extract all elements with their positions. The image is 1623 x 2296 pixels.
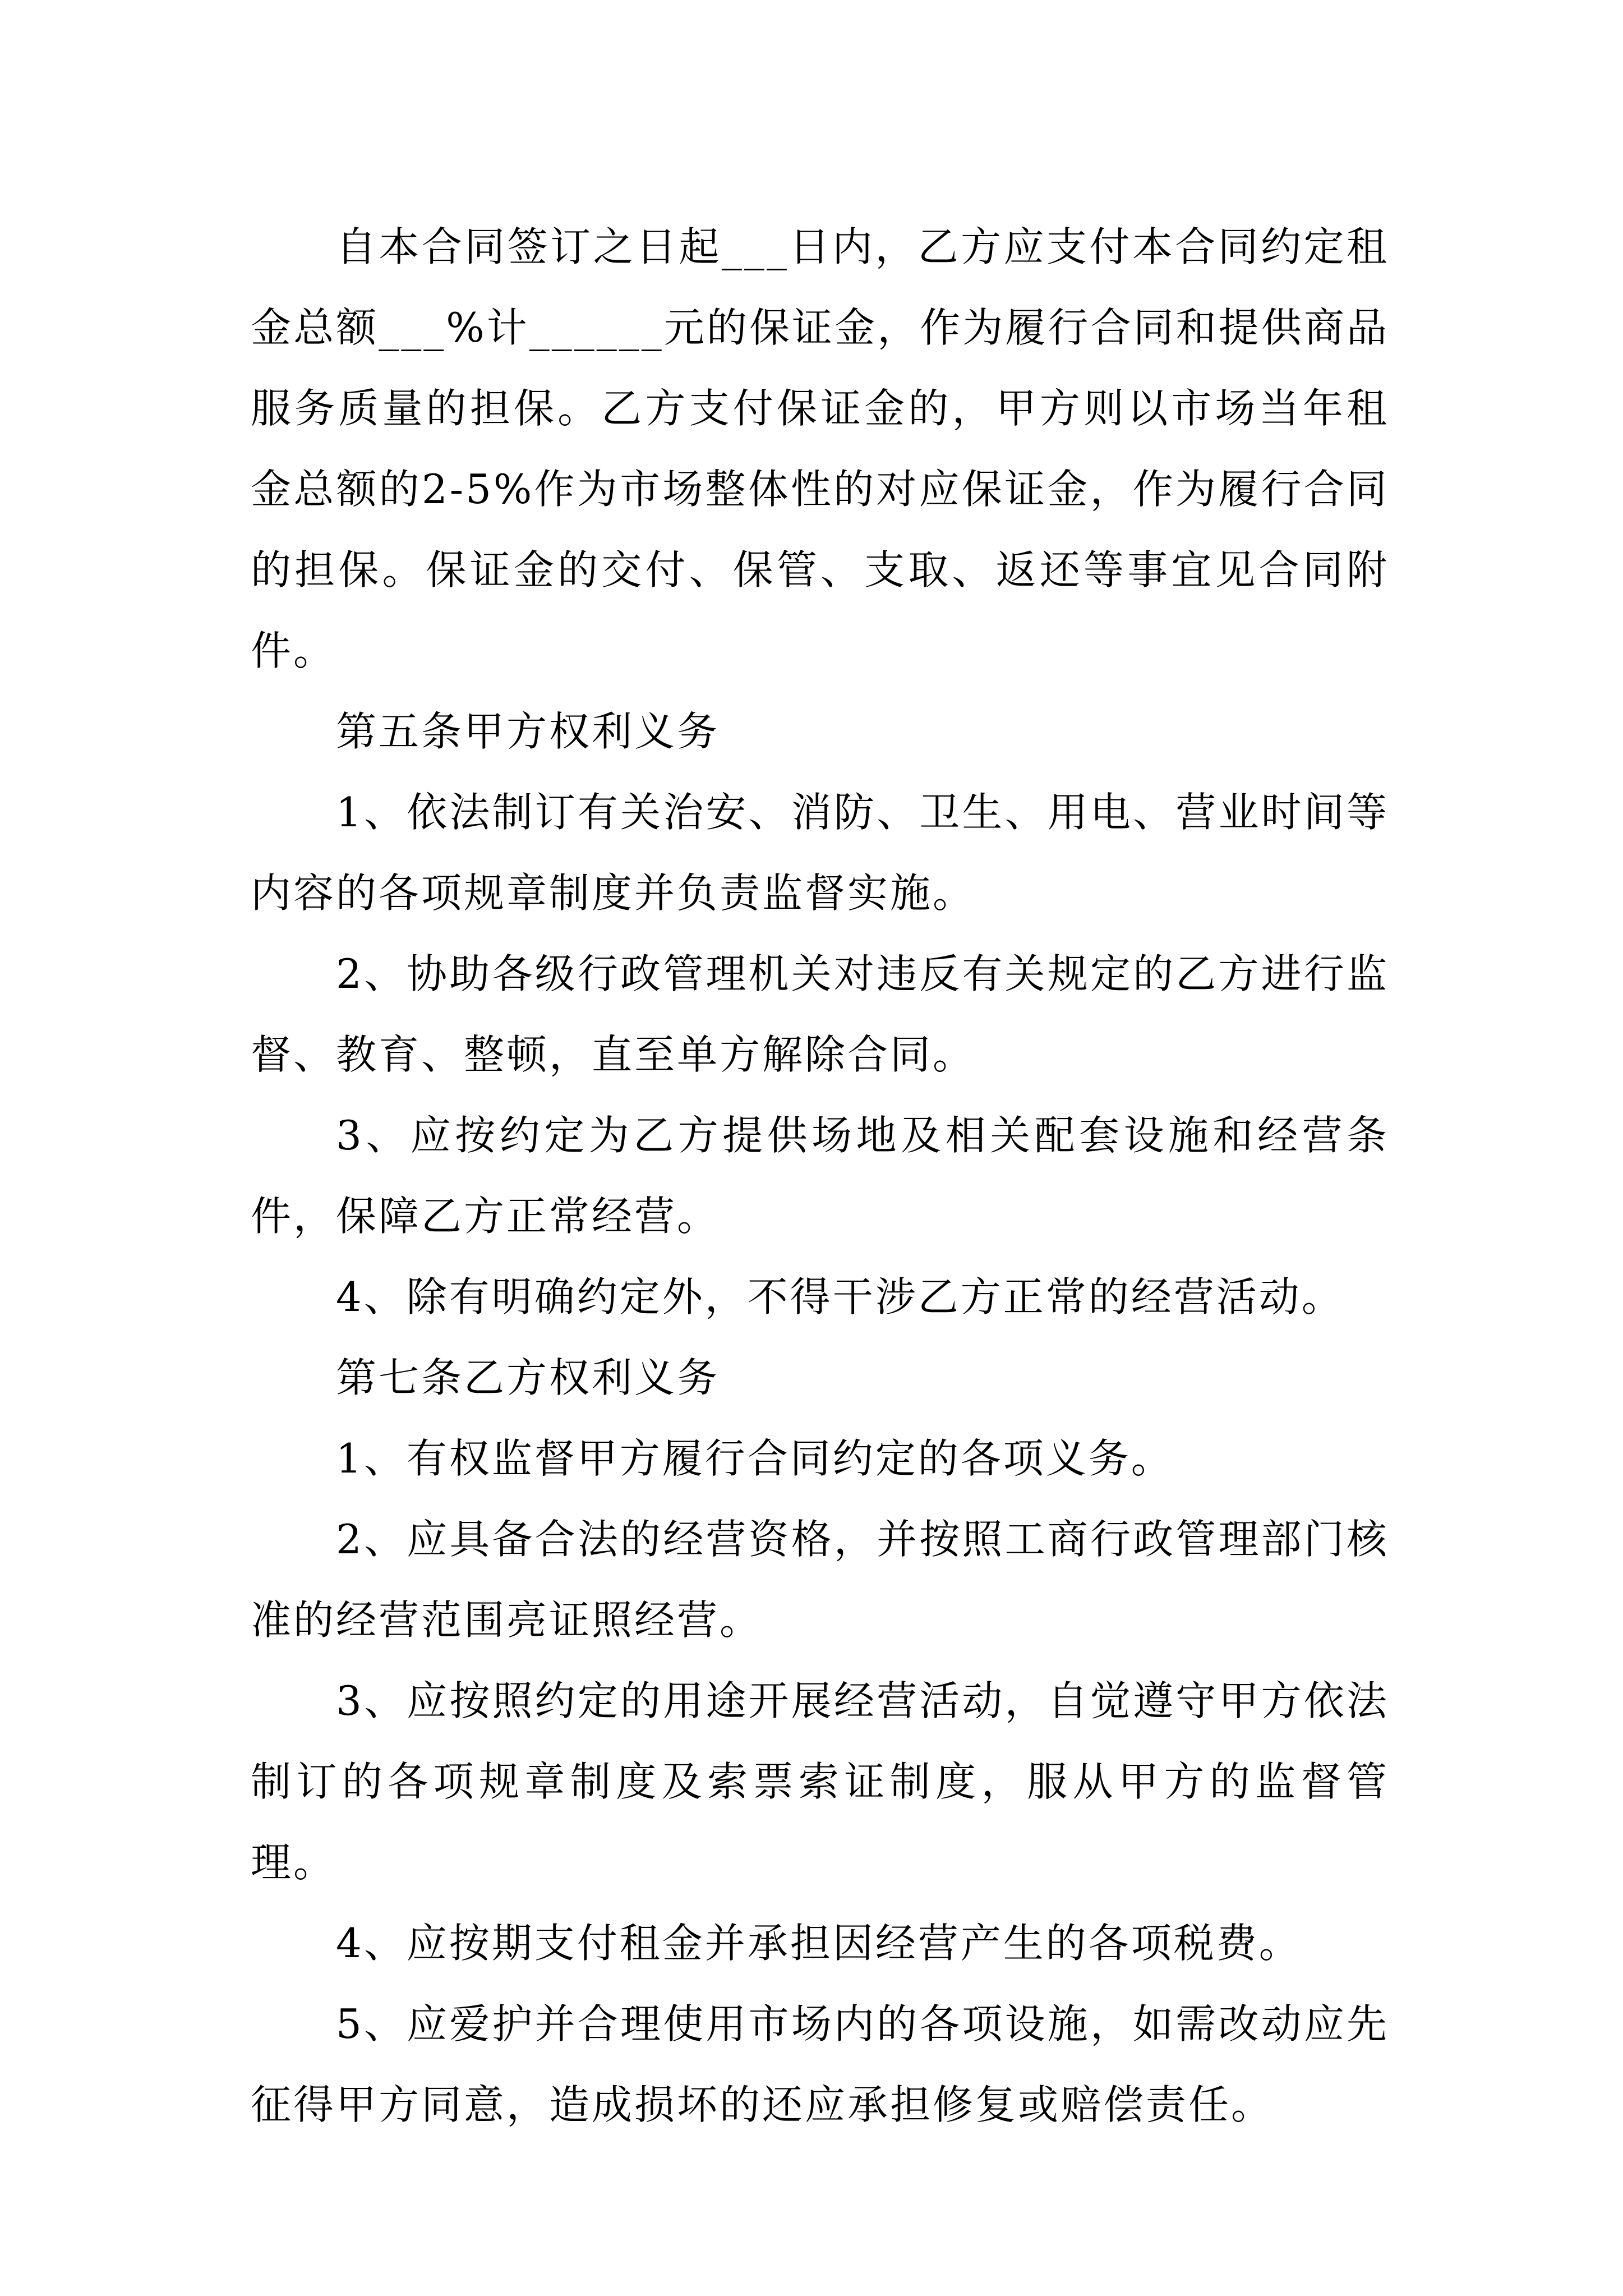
paragraph-article-7-item-1: 1、有权监督甲方履行合同约定的各项义务。 xyxy=(336,1435,1174,1482)
paragraph-article-7-item-5: 5、应爱护并合理使用市场内的各项设施，如需改动应先征得甲方同意，造成损坏的还应承担修复或赔偿责任。 xyxy=(251,2000,1389,2128)
document-body xyxy=(251,206,1389,2145)
paragraph-article-7-item-3: 3、应按照约定的用途开展经营活动，自觉遵守甲方依法制订的各项规章制度及索票索证制度，服从甲方的监督管理。 xyxy=(251,1677,1389,1886)
paragraph-article-5-item-3: 3、应按约定为乙方提供场地及相关配套设施和经营条件，保障乙方正常经营。 xyxy=(251,1112,1389,1240)
paragraph-article-7-item-4: 4、应按期支付租金并承担因经营产生的各项税费。 xyxy=(336,1920,1302,1967)
paragraph-article-7-item-2: 2、应具备合法的经营资格，并按照工商行政管理部门核准的经营范围亮证照经营。 xyxy=(251,1516,1389,1644)
heading-article-5: 第五条甲方权利义务 xyxy=(336,708,720,755)
paragraph-article-5-item-1: 1、依法制订有关治安、消防、卫生、用电、营业时间等内容的各项规章制度并负责监督实施。 xyxy=(251,789,1389,917)
paragraph-article-5-item-2: 2、协助各级行政管理机关对违反有关规定的乙方进行监督、教育、整顿，直至单方解除合同。 xyxy=(251,950,1389,1078)
paragraph-deposit: 自本合同签订之日起___日内，乙方应支付本合同约定租金总额___%计______元的保证金，作为履行合同和提供商品服务质量的担保。乙方支付保证金的，甲方则以市场当年租金总额的2-5%作为市场整体性的对应保证金，作为履行合同的担保。保证金的交付、保管、支取、返还等事宜见合同附件。 xyxy=(251,223,1389,674)
heading-article-7: 第七条乙方权利义务 xyxy=(336,1354,720,1401)
paragraph-article-5-item-4: 4、除有明确约定外，不得干涉乙方正常的经营活动。 xyxy=(336,1273,1344,1320)
